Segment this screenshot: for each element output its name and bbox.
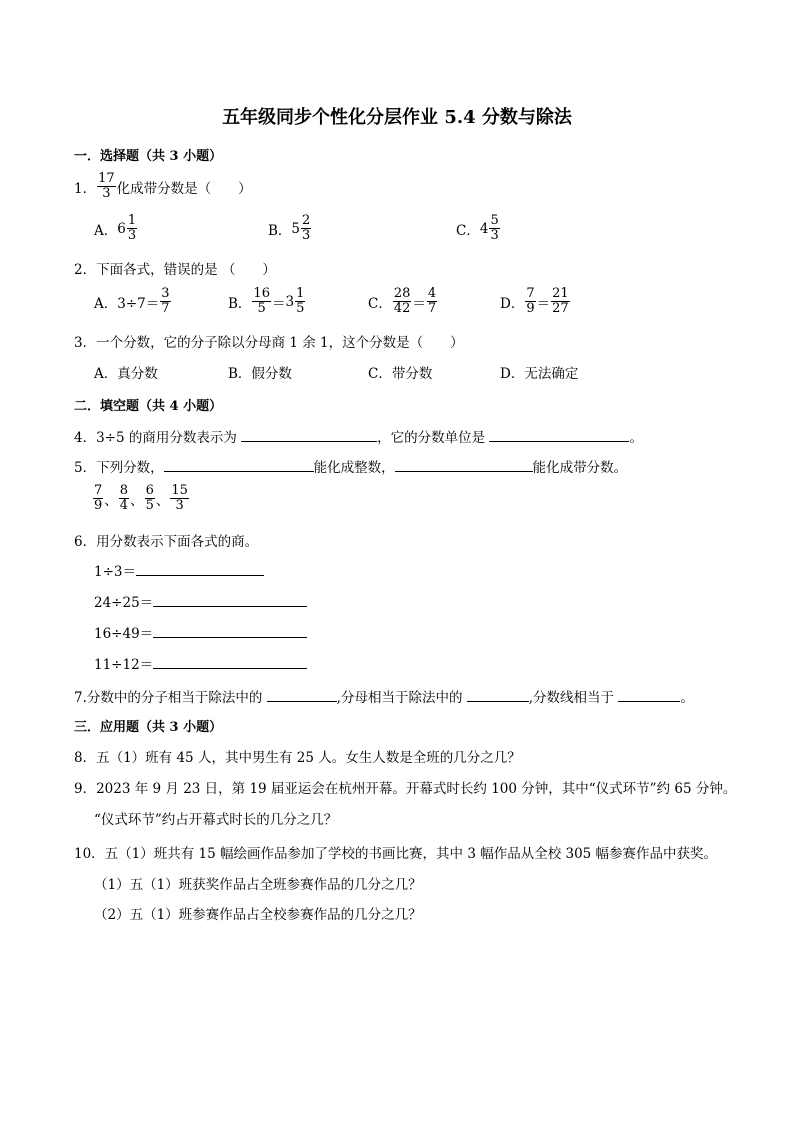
answer-blank[interactable] <box>489 429 629 442</box>
question-text: 化成带分数是（ ） <box>116 180 252 197</box>
answer-blank[interactable] <box>136 563 264 576</box>
question-number: 1． <box>74 180 97 197</box>
fraction: $\frac{2}{3}$ <box>302 213 311 243</box>
q6-item: 16÷49＝ <box>94 622 307 642</box>
q5-fraction-list: $\frac{7}{9}$ 、 $\frac{8}{4}$ 、 $\frac{6}{5}$ 、 $\frac{15}{3}$ <box>94 483 188 513</box>
fraction: $\frac{8}{4}$ <box>119 483 129 513</box>
q6-item: 11÷12＝ <box>94 653 307 673</box>
q1-option-c: C． 4 $\frac{5}{3}$ <box>456 213 499 243</box>
fraction: $\frac{4}{7}$ <box>427 286 437 316</box>
question-9-line-1: 9．2023 年 9 月 23 日，第 19 届亚运会在杭州开幕。开幕式时长约 100 分钟，其中“仪式环节”约 65 分钟。 <box>74 781 737 797</box>
fraction: $\frac{17}{3}$ <box>98 171 115 201</box>
fraction: $\frac{5}{3}$ <box>490 213 499 243</box>
section-heading-fill: 二．填空题（共 4 小题） <box>74 399 223 414</box>
q2-option-d: D． $\frac{7}{9}$ ＝ $\frac{21}{27}$ <box>500 286 569 316</box>
q3-option-d: D．无法确定 <box>500 366 579 382</box>
question-5: 5．下列分数， 能化成整数， 能化成带分数。 <box>74 460 628 476</box>
question-10-sub-2: （2）五（1）班参赛作品占全校参赛作品的几分之几？ <box>94 907 422 923</box>
q2-option-a: A． 3÷7＝ $\frac{3}{7}$ <box>94 286 170 316</box>
q6-item: 1÷3＝ <box>94 560 264 580</box>
fraction: $\frac{3}{7}$ <box>161 286 170 316</box>
answer-blank[interactable] <box>467 689 529 702</box>
section-heading-application: 三．应用题（共 3 小题） <box>74 720 223 735</box>
fraction: $\frac{1}{3}$ <box>127 213 137 243</box>
answer-blank[interactable] <box>267 689 337 702</box>
question-10-line-1: 10．五（1）班共有 15 幅绘画作品参加了学校的书画比赛，其中 3 幅作品从全校 305 幅参赛作品中获奖。 <box>74 846 718 862</box>
section-heading-choice: 一．选择题（共 3 小题） <box>74 149 223 164</box>
fraction: $\frac{7}{9}$ <box>94 483 103 513</box>
question-8: 8．五（1）班有 45 人，其中男生有 25 人。女生人数是全班的几分之几？ <box>74 750 521 766</box>
answer-blank[interactable] <box>153 625 307 638</box>
answer-blank[interactable] <box>153 594 307 607</box>
q1-option-a: A． 6 $\frac{1}{3}$ <box>94 213 137 243</box>
answer-blank[interactable] <box>241 429 377 442</box>
fraction: $\frac{1}{5}$ <box>296 286 305 316</box>
q3-option-b: B．假分数 <box>228 366 292 382</box>
fraction: $\frac{28}{42}$ <box>393 286 411 316</box>
answer-blank[interactable] <box>164 459 314 472</box>
q2-option-b: B． $\frac{16}{5}$ ＝ 3 $\frac{1}{5}$ <box>228 286 305 316</box>
question-3: 3．一个分数，它的分子除以分母商 1 余 1，这个分数是（ ） <box>74 335 464 351</box>
fraction: $\frac{16}{5}$ <box>253 286 270 316</box>
q3-option-c: C．带分数 <box>368 366 433 382</box>
answer-blank[interactable] <box>618 689 680 702</box>
fraction: $\frac{15}{3}$ <box>171 483 188 513</box>
q3-option-a: A．真分数 <box>94 366 158 382</box>
question-7: 7.分数中的分子相当于除法中的 ,分母相当于除法中的 ,分数线相当于 。 <box>74 690 694 706</box>
question-1 <box>74 172 252 201</box>
question-10-sub-1: （1）五（1）班获奖作品占全班参赛作品的几分之几？ <box>94 877 422 893</box>
question-6: 6．用分数表示下面各式的商。 <box>74 534 259 550</box>
question-2: 2．下面各式，错误的是 （ ） <box>74 262 276 278</box>
question-9-line-2: “仪式环节”约占开幕式时长的几分之几？ <box>94 812 338 828</box>
q2-option-c: C． $\frac{28}{42}$ ＝ $\frac{4}{7}$ <box>368 286 437 316</box>
q1-option-b: B． 5 $\frac{2}{3}$ <box>268 213 311 243</box>
q6-item: 24÷25＝ <box>94 591 307 611</box>
fraction: $\frac{6}{5}$ <box>145 483 154 513</box>
answer-blank[interactable] <box>395 459 533 472</box>
fraction: $\frac{7}{9}$ <box>526 286 535 316</box>
question-4: 4．3÷5 的商用分数表示为 ，它的分数单位是 。 <box>74 430 643 446</box>
fraction: $\frac{21}{27}$ <box>552 286 569 316</box>
answer-blank[interactable] <box>153 656 307 669</box>
page-title: 五年级同步个性化分层作业 5.4 分数与除法 <box>222 107 572 128</box>
